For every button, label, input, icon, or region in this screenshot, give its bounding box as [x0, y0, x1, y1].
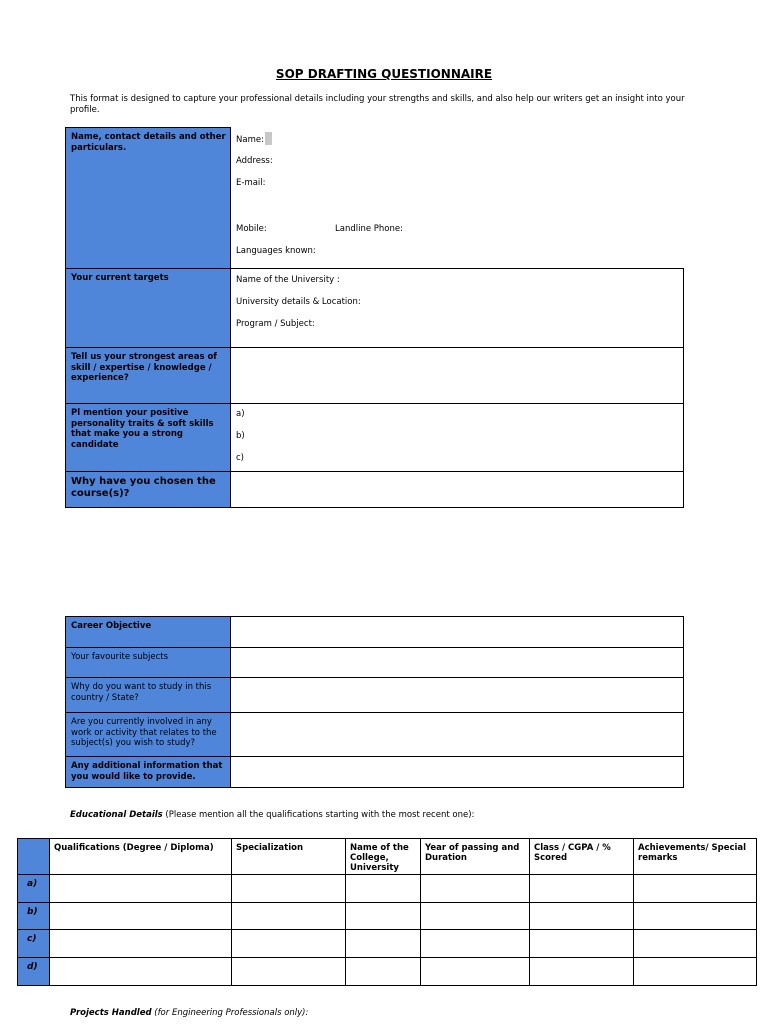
page-title: SOP DRAFTING QUESTIONNAIRE [275, 67, 493, 81]
traits-answer-cell[interactable] [231, 404, 684, 472]
traits-label-cell [66, 404, 231, 472]
educational-details-note: (Please mention all the qualifications starting with the most recent one): [162, 810, 475, 820]
targets-fields-cell[interactable] [231, 269, 684, 348]
career-objective-label: Career Objective [71, 621, 152, 631]
subjects-answer-cell[interactable] [231, 648, 684, 678]
table-cell[interactable] [421, 930, 530, 958]
year-header: Year of passing and Duration [421, 839, 530, 875]
table-cell[interactable] [50, 903, 232, 930]
table-cell[interactable] [346, 875, 421, 903]
table-cell[interactable] [421, 903, 530, 930]
career-label-cell [66, 617, 231, 648]
goals-table [65, 616, 684, 788]
education-table [17, 838, 757, 986]
table-cell[interactable] [346, 958, 421, 986]
table-cell[interactable] [346, 930, 421, 958]
country-label-cell [66, 678, 231, 713]
table-row [18, 875, 757, 903]
country-answer-cell[interactable] [231, 678, 684, 713]
table-cell[interactable] [530, 875, 634, 903]
table-row [18, 958, 757, 986]
table-cell[interactable] [50, 930, 232, 958]
qualification-header: Qualifications (Degree / Diploma) [50, 839, 232, 875]
educational-details-title: Educational Details [70, 810, 163, 820]
projects-note: (for Engineering Professionals only): [151, 1008, 309, 1018]
university-field-label: Name of the University : [236, 275, 340, 285]
program-field-label: Program / Subject: [236, 319, 315, 329]
table-row [18, 903, 757, 930]
projects-title: Projects Handled [70, 1008, 152, 1018]
landline-field-label: Landline Phone: [335, 223, 403, 234]
row-label: d) [18, 958, 50, 986]
name-input-cursor[interactable] [265, 132, 272, 145]
table-cell[interactable] [634, 958, 757, 986]
traits-label: Pl mention your positive personality traits & soft skills that make you a strong candidate [71, 408, 214, 450]
trait-c-label: c) [236, 453, 244, 463]
row-label: a) [18, 875, 50, 903]
address-field-label: Address: [236, 155, 273, 166]
educational-details-heading [70, 810, 474, 820]
contact-fields-cell[interactable] [231, 128, 684, 269]
email-field-label: E-mail: [236, 177, 266, 188]
projects-heading [70, 1008, 308, 1018]
achievements-header: Achievements/ Special remarks [634, 839, 757, 875]
table-cell[interactable] [232, 958, 346, 986]
languages-field-label: Languages known: [236, 245, 316, 256]
score-header: Class / CGPA / % Scored [530, 839, 634, 875]
table-cell[interactable] [346, 903, 421, 930]
subjects-label-cell [66, 648, 231, 678]
skills-label: Tell us your strongest areas of skill / expertise / knowledge / experience? [71, 352, 217, 383]
table-cell[interactable] [50, 958, 232, 986]
contact-label: Name, contact details and other particulars. [71, 132, 226, 153]
contact-label-cell [66, 128, 231, 269]
table-row [18, 930, 757, 958]
additional-answer-cell[interactable] [231, 757, 684, 788]
table-cell[interactable] [634, 903, 757, 930]
personal-details-table [65, 127, 684, 508]
current-involvement-label: Are you currently involved in any work or activity that relates to the subject(s) you wish to study? [71, 717, 217, 748]
targets-label-cell [66, 269, 231, 348]
skills-label-cell [66, 348, 231, 404]
table-cell[interactable] [50, 875, 232, 903]
course-label: Why have you chosen the course(s)? [71, 476, 216, 499]
table-cell[interactable] [530, 903, 634, 930]
study-country-label: Why do you want to study in this country / State? [71, 682, 212, 703]
skills-answer-cell[interactable] [231, 348, 684, 404]
table-cell[interactable] [530, 930, 634, 958]
specialization-header: Specialization [232, 839, 346, 875]
table-cell[interactable] [634, 930, 757, 958]
row-label-header [18, 839, 50, 875]
course-label-cell [66, 472, 231, 508]
course-answer-cell[interactable] [231, 472, 684, 508]
table-cell[interactable] [530, 958, 634, 986]
targets-label: Your current targets [71, 273, 169, 283]
mobile-field-label: Mobile: [236, 223, 267, 234]
table-cell[interactable] [421, 958, 530, 986]
involved-answer-cell[interactable] [231, 713, 684, 757]
involved-label-cell [66, 713, 231, 757]
additional-label-cell [66, 757, 231, 788]
trait-b-label: b) [236, 431, 245, 441]
university-details-field-label: University details & Location: [236, 297, 361, 307]
career-answer-cell[interactable] [231, 617, 684, 648]
intro-text: This format is designed to capture your professional details including your strengths and skills, and also help our writers get an insight into your profile. [70, 94, 685, 115]
college-header: Name of the College, University [346, 839, 421, 875]
row-label: c) [18, 930, 50, 958]
row-label: b) [18, 903, 50, 930]
name-field-label: Name: [236, 134, 264, 145]
table-cell[interactable] [634, 875, 757, 903]
favourite-subjects-label: Your favourite subjects [71, 652, 169, 662]
table-cell[interactable] [421, 875, 530, 903]
table-cell[interactable] [232, 903, 346, 930]
table-cell[interactable] [232, 875, 346, 903]
additional-info-label: Any additional information that you would like to provide. [71, 761, 223, 782]
table-cell[interactable] [232, 930, 346, 958]
trait-a-label: a) [236, 409, 245, 419]
